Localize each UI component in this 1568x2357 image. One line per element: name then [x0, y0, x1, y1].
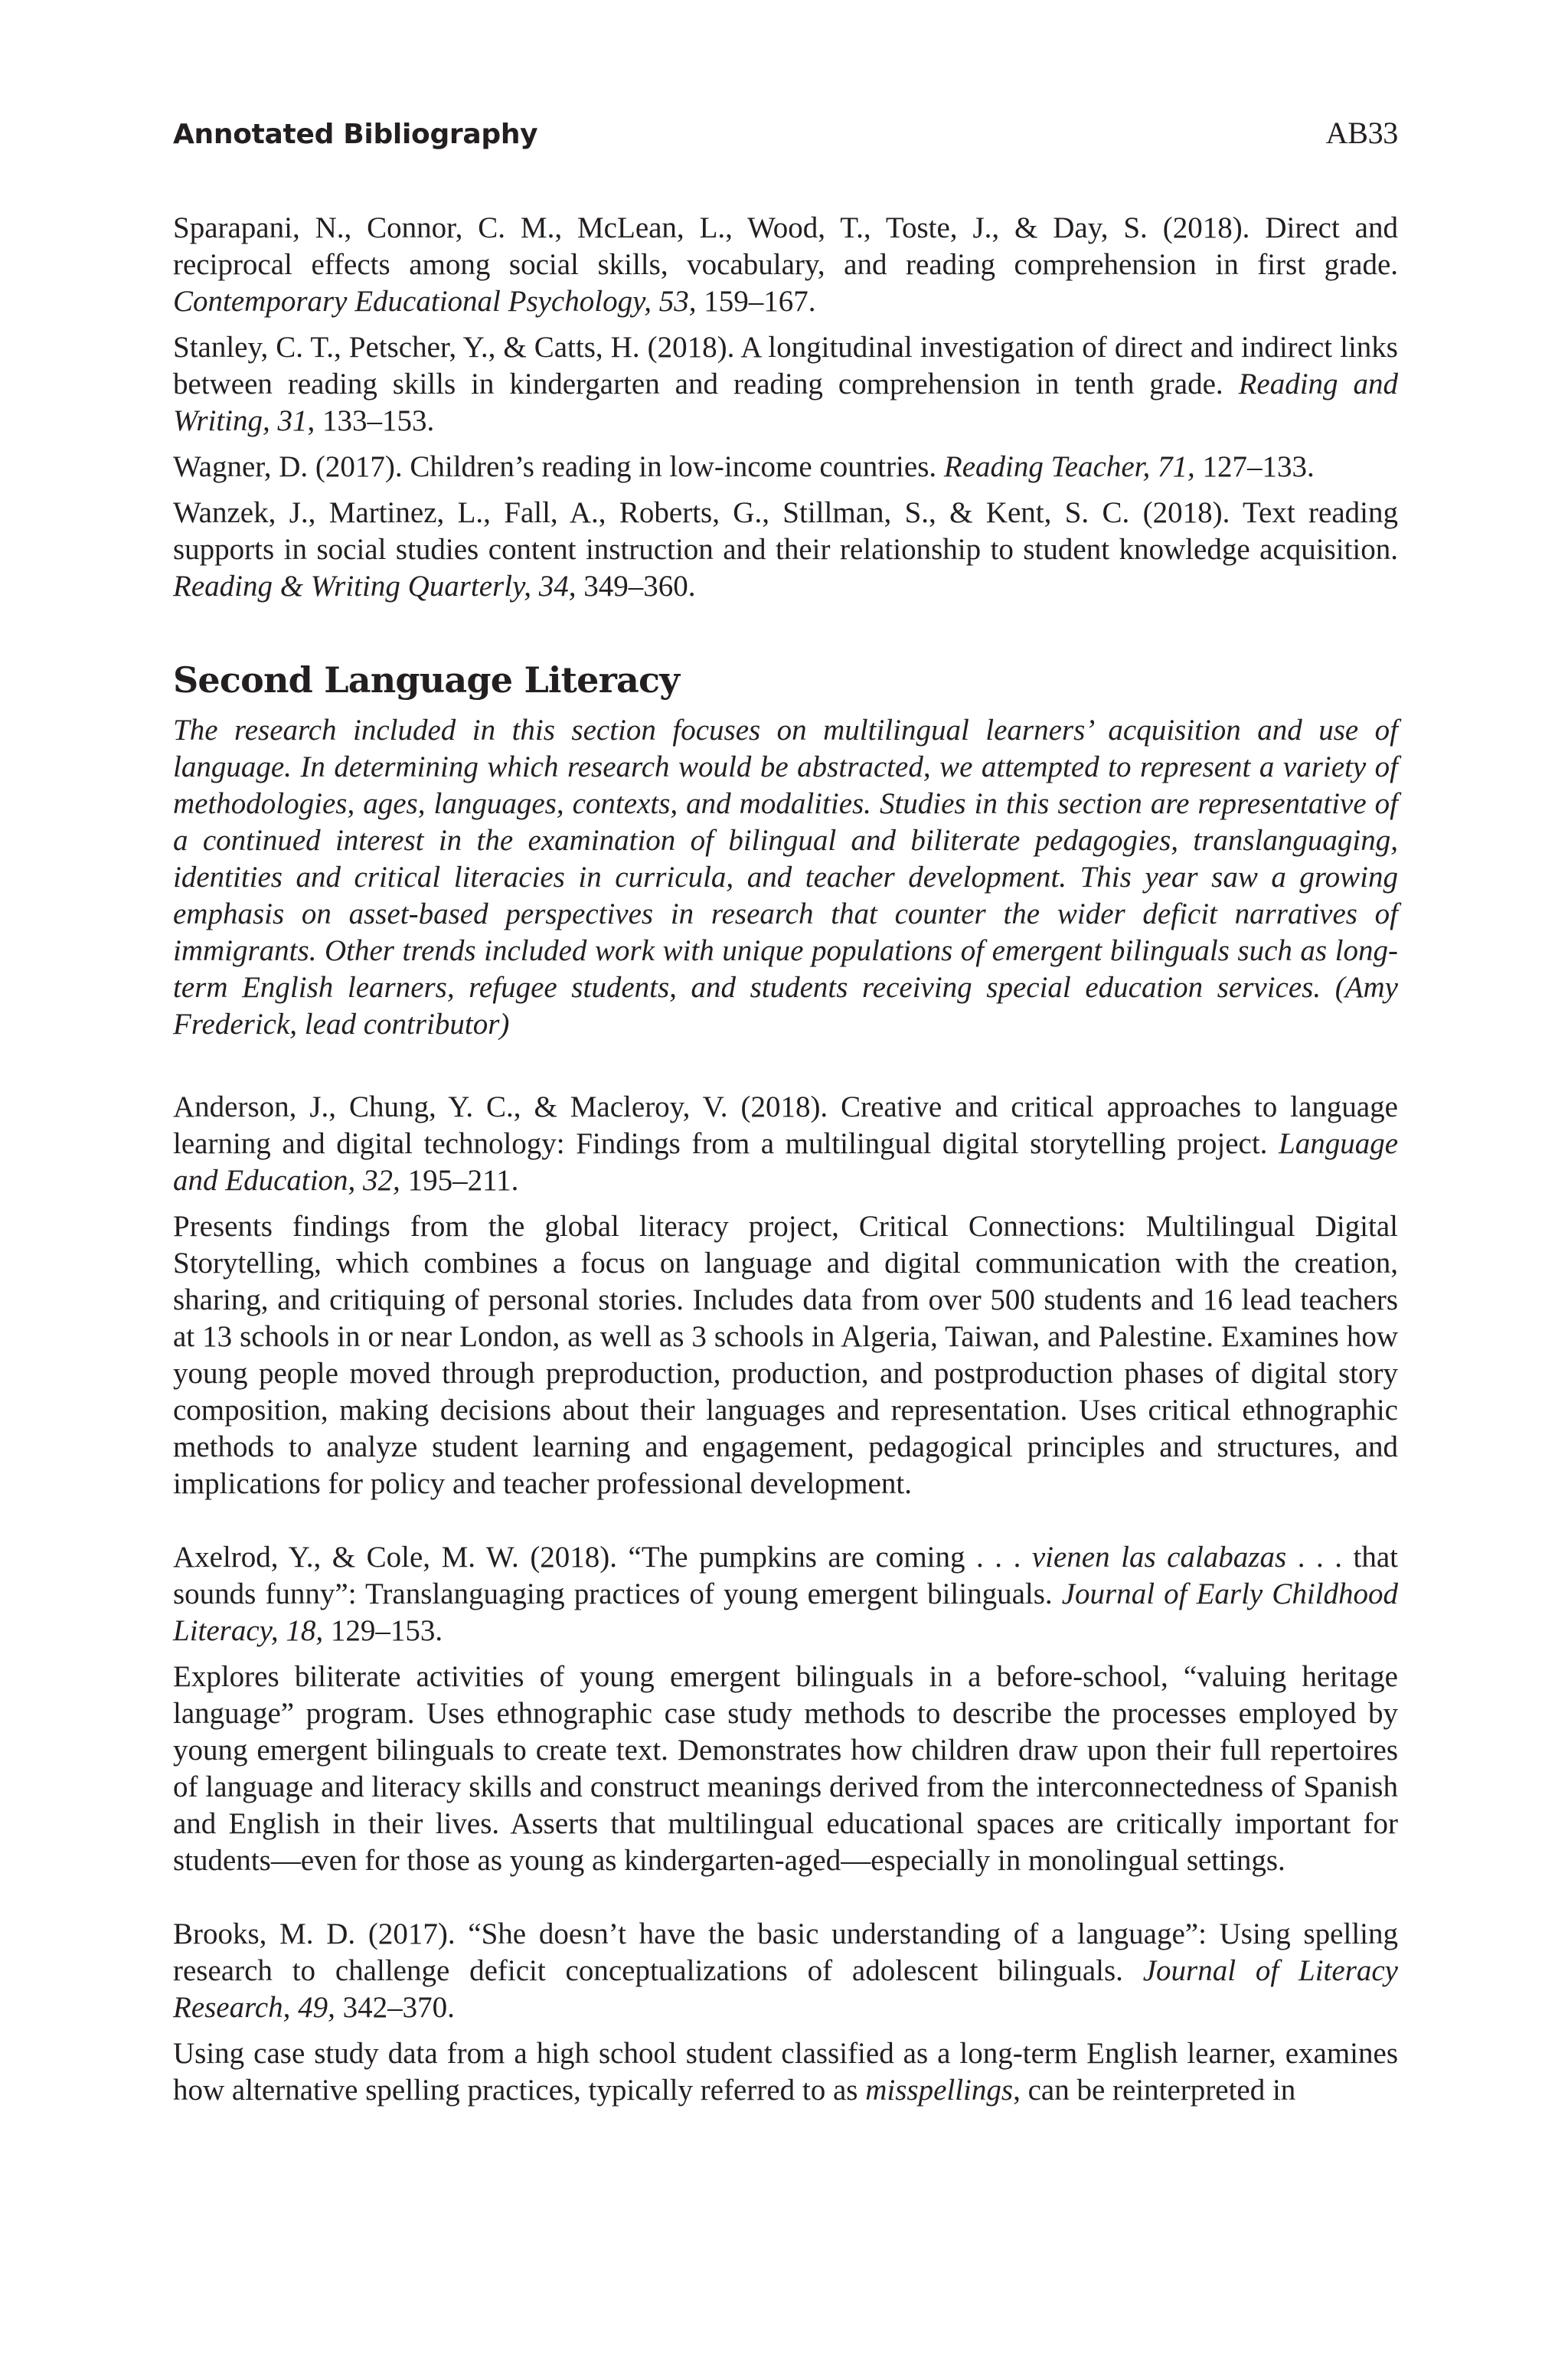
reference-pages: , 133–153.	[307, 404, 435, 437]
running-head-title: Annotated Bibliography	[173, 119, 538, 150]
page-number: AB33	[1325, 116, 1398, 150]
abstract: Presents findings from the global literacy project, Critical Connections: Multilingual Digital Storytelling, which combines a focus on language and digital communication with the creation, sharing, and critiquing of personal stories. Includes data from over 500 students and 16 lead teachers at 13 schools in or near London, as well as 3 schools in Algeria, Taiwan, and Palestine. Examines how young people moved through preproduction, production, and postproduction phases of digital story composition, making decisions about their languages and representation. Uses critical ethnographic methods to analyze student learning and engagement, pedagogical principles and structures, and implications for policy and teacher professional development.	[173, 1210, 1398, 1500]
annotated-entry	[173, 1916, 1398, 2109]
reference-journal: Reading Teacher, 71,	[943, 450, 1195, 483]
abstract-text: Using case study data from a high school student classified as a long-term English learner, examines how alternative spelling practices, typically referred to as	[173, 2037, 1398, 2107]
abstract	[173, 2035, 1398, 2109]
citation	[173, 1539, 1398, 1649]
reference-pages: 349–360.	[576, 570, 696, 603]
citation	[173, 1916, 1398, 2026]
abstract: Explores biliterate activities of young emergent bilinguals in a before-school, “valuing heritage language” program. Uses ethnographic case study methods to describe the processes employed by young emergent bilinguals to create text. Demonstrates how children draw upon their full repertoires of language and literacy skills and construct meanings derived from the interconnectedness of Spanish and English in their lives. Asserts that multilingual educational spaces are critically important for students—even for those as young as kindergarten-aged—especially in monolingual settings.	[173, 1660, 1398, 1877]
document-page	[173, 115, 1398, 2146]
citation-pages: 129–153.	[323, 1614, 443, 1647]
citation-italic: vienen las calabazas	[1031, 1541, 1287, 1574]
reference-text: Wagner, D. (2017). Children’s reading in low-income countries.	[173, 450, 944, 483]
citation-pages: 342–370.	[335, 1991, 455, 2024]
reference-journal: Reading & Writing Quarterly, 34,	[173, 570, 577, 603]
citation-text: Axelrod, Y., & Cole, M. W. (2018). “The pumpkins are coming . . .	[173, 1541, 1032, 1574]
section-heading: Second Language Literacy	[173, 659, 680, 701]
reference-pages: 127–133.	[1194, 450, 1315, 483]
abstract-text: , can be reinterpreted in	[1013, 2074, 1296, 2107]
reference-entry	[173, 329, 1398, 440]
running-head	[173, 115, 1398, 161]
citation-journal: Language and Education, 32,	[173, 1127, 1398, 1197]
annotated-entry	[173, 1539, 1398, 1879]
reference-text: Stanley, C. T., Petscher, Y., & Catts, H. (2018). A longitudinal investigation of direct and indirect links between reading skills in kindergarten and reading comprehension in tenth grade.	[173, 331, 1398, 400]
reference-text: Wanzek, J., Martinez, L., Fall, A., Roberts, G., Stillman, S., & Kent, S. C. (2018). Text reading supports in social studies content instruction and their relationship to student knowledge acquisition.	[173, 496, 1398, 566]
section-intro: The research included in this section focuses on multilingual learners’ acquisition and use of language. In determining which research would be abstracted, we attempted to represent a variety of methodologies, ages, languages, contexts, and modalities. Studies in this section are representative of a continued interest in the examination of bilingual and biliterate pedagogies, translanguaging, identities and critical literacies in curricula, and teacher development. This year saw a growing emphasis on asset-based perspectives in research that counter the wider deficit narratives of immigrants. Other trends included work with unique populations of emergent bilinguals such as long-term English learners, refugee students, and students receiving special education services. (Amy Frederick, lead contributor)	[173, 714, 1398, 1041]
reference-entry	[173, 449, 1398, 485]
reference-pages: 159–167.	[696, 285, 816, 318]
citation-text: Anderson, J., Chung, Y. C., & Macleroy, V. (2018). Creative and critical approaches to language learning and digital technology: Findings from a multilingual digital storytelling project.	[173, 1090, 1398, 1160]
citation-journal: Journal of Literacy Research, 49,	[173, 1954, 1398, 2024]
annotated-entries	[173, 1089, 1398, 2109]
reference-journal: Reading and Writing, 31	[173, 368, 1398, 437]
reference-text: Sparapani, N., Connor, C. M., McLean, L., Wood, T., Toste, J., & Day, S. (2018). Direct and reciprocal effects among social skills, vocabulary, and reading comprehension in first grade.	[173, 211, 1398, 281]
reference-entry	[173, 210, 1398, 320]
citation-pages: 195–211.	[400, 1164, 519, 1197]
reference-journal: Contemporary Educational Psychology, 53,	[173, 285, 697, 318]
reference-list	[173, 210, 1398, 605]
citation-journal: Journal of Early Childhood Literacy, 18,	[173, 1577, 1398, 1647]
annotated-entry	[173, 1089, 1398, 1502]
citation-text: Brooks, M. D. (2017). “She doesn’t have the basic understanding of a language”: Using spelling research to challenge deficit conceptualizations of adolescent bilinguals.	[173, 1917, 1398, 1987]
citation	[173, 1089, 1398, 1199]
reference-entry	[173, 495, 1398, 605]
abstract-italic: misspellings	[865, 2074, 1014, 2107]
citation-text: . . . that sounds funny”: Translanguaging practices of young emergent bilinguals.	[173, 1541, 1398, 1610]
